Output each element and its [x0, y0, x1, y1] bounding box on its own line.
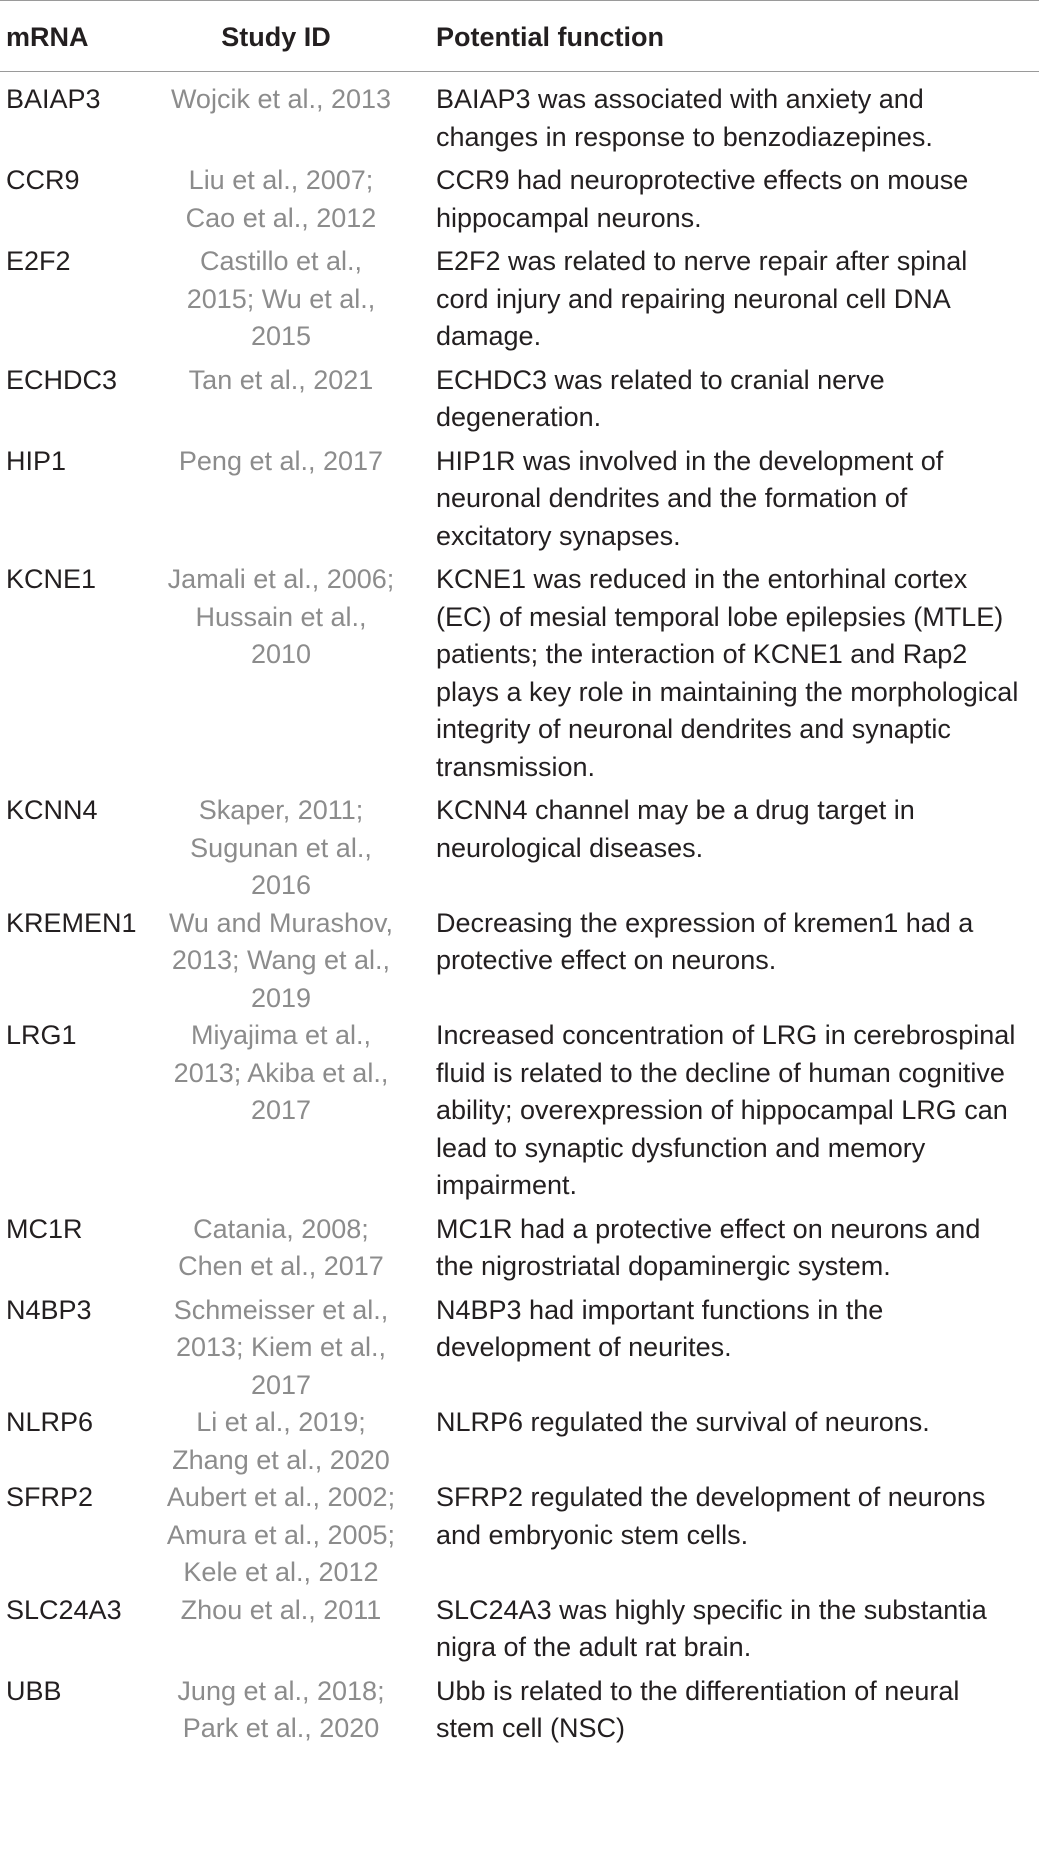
study-cell: Wu and Murashov, 2013; Wang et al., 2019: [168, 907, 394, 1013]
table-row: [0, 162, 1039, 243]
gene-cell: UBB: [6, 1675, 62, 1706]
function-cell: MC1R had a protective effect on neurons and the nigrostriatal dopaminergic system.: [436, 1213, 981, 1281]
header-potential-function: Potential function: [436, 22, 664, 52]
study-cell: Li et al., 2019; Zhang et al., 2020: [172, 1407, 390, 1475]
function-cell: SLC24A3 was highly specific in the substantia nigra of the adult rat brain.: [436, 1594, 987, 1662]
table-row: [0, 1479, 1039, 1592]
gene-cell: SLC24A3: [6, 1594, 122, 1625]
header-row: [0, 1, 1039, 72]
study-cell: Jung et al., 2018; Park et al., 2020: [177, 1675, 385, 1743]
table-row: [0, 1592, 1039, 1673]
function-cell: Increased concentration of LRG in cerebrospinal fluid is related to the decline of human cognitive ability; overexpression of hippocampal LRG can lead to synaptic dysfunction and memory impairment.: [436, 1020, 1016, 1200]
table-row: [0, 72, 1039, 163]
gene-cell: KREMEN1: [6, 907, 137, 938]
gene-cell: BAIAP3: [6, 84, 101, 114]
function-cell: KCNN4 channel may be a drug target in neurological diseases.: [436, 795, 915, 863]
gene-cell: SFRP2: [6, 1482, 94, 1512]
gene-cell: HIP1: [6, 445, 67, 476]
table-row: [0, 362, 1039, 443]
function-cell: CCR9 had neuroprotective effects on mouse hippocampal neurons.: [436, 165, 969, 233]
study-cell: Castillo et al., 2015; Wu et al., 2015: [186, 246, 376, 351]
gene-cell: CCR9: [6, 165, 80, 195]
study-cell: Skaper, 2011; Sugunan et al., 2016: [190, 795, 372, 900]
study-cell: Liu et al., 2007; Cao et al., 2012: [185, 165, 377, 233]
gene-cell: NLRP6: [6, 1407, 94, 1437]
gene-cell: KCNE1: [6, 564, 97, 594]
header-mrna: mRNA: [6, 22, 89, 52]
function-cell: HIP1R was involved in the development of neuronal dendrites and the formation of excitatory synapses.: [436, 445, 944, 551]
gene-cell: N4BP3: [6, 1294, 92, 1325]
study-cell: Schmeisser et al., 2013; Kiem et al., 2017: [173, 1294, 389, 1400]
study-cell: Jamali et al., 2006; Hussain et al., 2010: [167, 564, 395, 669]
study-cell: Wojcik et al., 2013: [170, 84, 392, 114]
gene-cell: MC1R: [6, 1213, 83, 1244]
table-body: [0, 72, 1039, 1754]
table-row: [0, 1017, 1039, 1211]
study-cell: Miyajima et al., 2013; Akiba et al., 2017: [173, 1020, 389, 1125]
table-row: [0, 1673, 1039, 1754]
function-cell: SFRP2 regulated the development of neurons and embryonic stem cells.: [436, 1482, 986, 1550]
header-study-id: Study ID: [221, 22, 331, 52]
table-row: [0, 1292, 1039, 1405]
study-cell: Aubert et al., 2002; Amura et al., 2005; Kele et al., 2012: [166, 1482, 396, 1587]
function-cell: BAIAP3 was associated with anxiety and changes in response to benzodiazepines.: [436, 84, 933, 152]
gene-cell: E2F2: [6, 246, 71, 276]
table-row: [0, 1211, 1039, 1292]
table-row: [0, 905, 1039, 1018]
gene-cell: KCNN4: [6, 795, 98, 825]
table-row: [0, 443, 1039, 562]
function-cell: KCNE1 was reduced in the entorhinal cortex (EC) of mesial temporal lobe epilepsies (MTLE) patients; the interaction of KCNE1 and Rap2 plays a key role in maintaining the morphological integrity of neuronal dendrites and synaptic transmission.: [436, 564, 1019, 782]
study-cell: Tan et al., 2021: [188, 364, 374, 395]
function-cell: ECHDC3 was related to cranial nerve degeneration.: [436, 364, 885, 432]
study-cell: Catania, 2008; Chen et al., 2017: [178, 1213, 384, 1281]
table-row: [0, 792, 1039, 905]
function-cell: Decreasing the expression of kremen1 had a protective effect on neurons.: [436, 907, 974, 975]
table-row: [0, 561, 1039, 792]
function-cell: N4BP3 had important functions in the development of neurites.: [436, 1294, 884, 1362]
study-cell: Peng et al., 2017: [178, 445, 384, 476]
gene-cell: LRG1: [6, 1020, 77, 1050]
function-cell: Ubb is related to the differentiation of neural stem cell (NSC): [436, 1675, 960, 1743]
study-cell: Zhou et al., 2011: [180, 1594, 382, 1625]
function-cell: NLRP6 regulated the survival of neurons.: [436, 1407, 930, 1437]
table-row: [0, 243, 1039, 362]
gene-cell: ECHDC3: [6, 364, 118, 395]
table-row: [0, 1404, 1039, 1479]
table-header: [0, 1, 1039, 72]
function-cell: E2F2 was related to nerve repair after spinal cord injury and repairing neuronal cell DNA damage.: [436, 246, 968, 351]
